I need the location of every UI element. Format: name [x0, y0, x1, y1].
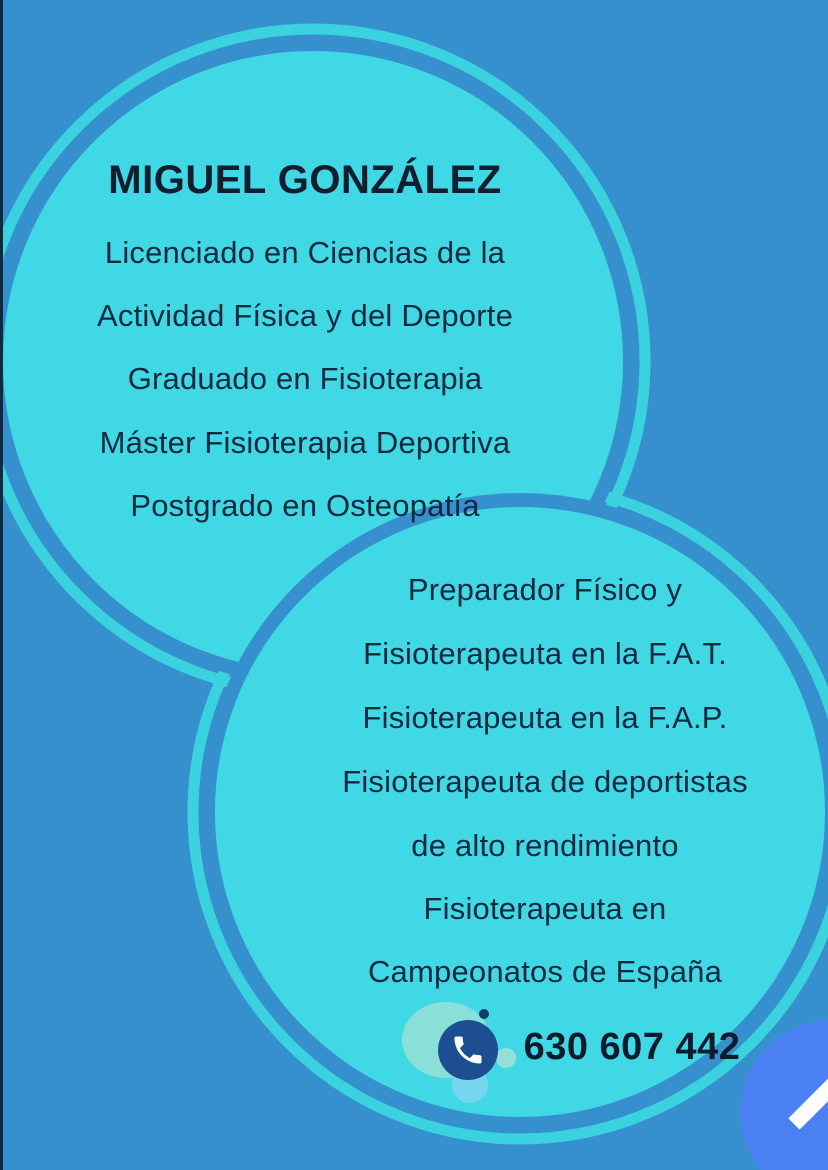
- person-name-title: MIGUEL GONZÁLEZ: [108, 158, 502, 202]
- role-line: Preparador Físico y: [407, 572, 683, 607]
- credential-line: Graduado en Fisioterapia: [127, 361, 483, 396]
- role-line: Campeonatos de España: [367, 954, 723, 989]
- phone-badge: [438, 1020, 498, 1080]
- credential-line: Licenciado en Ciencias de la: [104, 235, 506, 270]
- role-line: Fisioterapeuta en la F.A.T.: [363, 636, 727, 671]
- role-line: de alto rendimiento: [411, 828, 679, 863]
- phone-number: 630 607 442: [523, 1026, 741, 1068]
- phone-badge-accent-dot: [479, 1009, 489, 1019]
- role-line: Fisioterapeuta de deportistas: [342, 764, 748, 799]
- phone-badge-circle: [438, 1020, 498, 1080]
- credential-line: Máster Fisioterapia Deportiva: [99, 425, 511, 460]
- credential-line: Actividad Física y del Deporte: [96, 298, 514, 333]
- role-line: Fisioterapeuta en: [423, 891, 667, 926]
- role-line: Fisioterapeuta en la F.A.P.: [362, 700, 728, 735]
- credential-line: Postgrado en Osteopatía: [130, 488, 480, 523]
